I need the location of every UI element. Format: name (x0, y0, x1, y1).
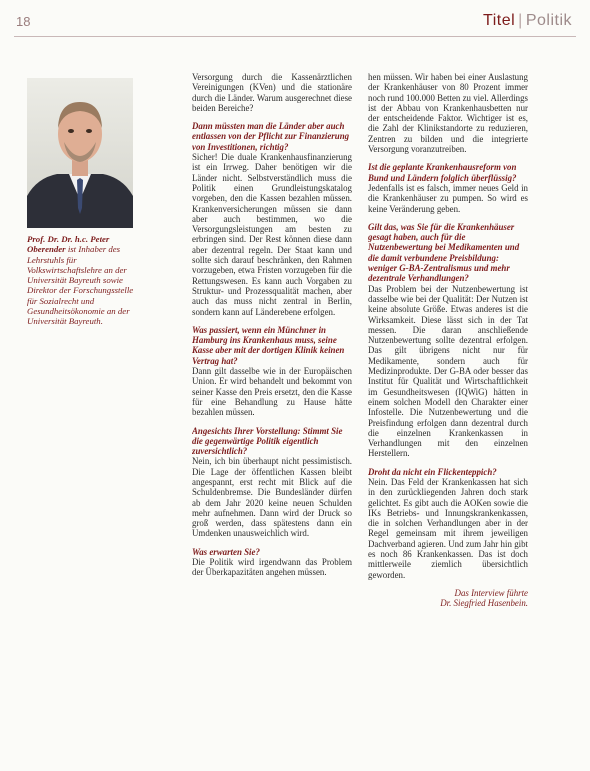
section-title: Titel (483, 12, 516, 29)
interview-question: Was erwarten Sie? (192, 546, 260, 557)
interview-signoff (368, 588, 528, 609)
page-number: 18 (16, 14, 31, 29)
article-paragraph: Jedenfalls ist es falsch, immer neues Geld in die Krankenhäuser zu pumpen. So wird es keine Veränderung geben. (368, 182, 528, 214)
article-paragraph: Die Politik wird irgendwann das Problem der Überkapazitäten angehen müssen. (192, 557, 352, 578)
portrait-photo (27, 78, 133, 228)
article-paragraph: Versorgung durch die Kassenärztlichen Vereinigungen (KVen) und die stationäre durch die Länder. Warum ausgerechnet diese beiden Bereiche? (192, 72, 352, 113)
signoff-line-1: Das Interview führte (454, 587, 528, 598)
section-header (483, 12, 572, 30)
article-paragraph: Sicher! Die duale Krankenhausfinanzierung ist ein Irrweg. Daher benötigen wir die Länder nicht. Selbstverständlich muss die Politik einen Grundleistungskatalog vorgeben, den die Kassen bezahlen müssen. Krankenversicherungen müssen sie dann aber auch bestimmen, wo die Versorgungsleistungen am besten zu erbringen sind. Der Rest können diese dann aber dezentral regeln. Der Staat kann und sollte sich darauf beschränken, den Rahmen vorzugeben, etwa Fristen vorzugeben für die Rettungswesen. Es kann auch Vorgaben zu Struktur- und Prozessqualität machen, aber auch das muss nicht zentral in Berlin, sondern kann auf Länderebene erfolgen. (192, 152, 352, 317)
interview-question: Angesichts Ihrer Vorstellung: Stimmt Sie die gegenwärtige Politik eigentlich zuversichtlich? (192, 425, 343, 457)
article-paragraph: Das Problem bei der Nutzenbewertung ist dasselbe wie bei der Qualität: Der Nutzen ist keine absolute Größe. Etwas anderes ist die Wirksamkeit. Diese lässt sich in der Tat messen. Die daran anschließende Nutzenbewertung sollte dezentral erfolgen. Das gilt übrigens nicht nur für Medikamente, sondern auch für Medizinprodukte. Der G-BA oder besser das Institut für Qualität und Wirtschaftlichkeit im Gesundheitswesen (IQWiG) hätten in einem solchen Modell den Charakter einer Infostelle. Die Nutzenbewertung und die Preisfindung erfolgen dann dezentral durch die einzelnen Krankenkassen in Verhandlungen mit den einzelnen Herstellern. (368, 283, 528, 459)
interview-question: Dann müssten man die Länder aber auch entlassen von der Pflicht zur Finanzierung von Investitionen, richtig? (192, 121, 350, 152)
article-column-2 (368, 72, 528, 762)
section-subtitle: Politik (525, 12, 572, 29)
article-column-2-body (368, 72, 528, 580)
section-separator: | (518, 12, 523, 29)
photo-caption (27, 234, 135, 327)
interview-question: Gilt das, was Sie für die Krankenhäuser gesagt haben, auch für die Nutzenbewertung bei Medikamenten und die damit verbundene Preisbildung: weniger G-BA-Zentralismus und mehr dezentrale Verhandlungen? (368, 221, 520, 284)
article-paragraph: Dann gilt dasselbe wie in der Europäischen Union. Er wird behandelt und bekommt von seiner Kasse den Preis ersetzt, den die Kasse für eine Behandlung zu Hause hätte bezahlen müssen. (192, 366, 352, 418)
caption-name: Prof. Dr. Dr. h.c. Peter Oberender (27, 234, 110, 255)
interview-question: Ist die geplante Krankenhausreform von Bund und Ländern folglich überflüssig? (368, 162, 517, 183)
article-paragraph: Nein. Das Feld der Krankenkassen hat sich in den zurückliegenden Jahren doch stark gelichtet. Es gibt auch die AOKen sowie die IKs Betriebs- und Innungskrankenkassen, die in solchen Verhandlungen aber in der Regel gemeinsam mit ihrem jeweiligen Dachverband agieren. Und zum Jahr hin gibt es noch 86 Krankenkassen. Das ist doch mittlerweile ziemlich übersichtlich geworden. (368, 476, 528, 580)
header-rule (14, 36, 576, 37)
interview-question: Was passiert, wenn ein Münchner in Hamburg ins Krankenhaus muss, seine Kasse aber mit der dortigen Klinik keinen Vertrag hat? (192, 324, 345, 366)
interview-question: Droht da nicht ein Flickenteppich? (368, 466, 497, 477)
portrait-illustration (27, 78, 133, 228)
article-column-1 (192, 72, 352, 762)
article-paragraph: Nein, ich bin überhaupt nicht pessimistisch. Die Lage der öffentlichen Kassen bleibt angespannt, erst recht mit Blick auf die Schuldenbremse. Die Bundesländer dürfen ab dem Jahr 2020 keine neuen Schulden mehr aufnehmen. Dann wird der Druck so groß werden, dass spätestens dann ein Umdenken unausweichlich wird. (192, 456, 352, 539)
article-paragraph: hen müssen. Wir haben bei einer Auslastung der Krankenhäuser von 80 Prozent immer noch rund 100.000 Betten zu viel. Allerdings ist der Abbau von Krankenhausbetten nur der entscheidende Faktor. Wichtiger ist es, die Zahl der Klinikstandorte zu reduzieren, Zentren zu bilden und die integrierte Versorgung voranzutreiben. (368, 72, 528, 155)
caption-text: ist Inhaber des Lehrstuhls für Volkswirtschaftslehre an der Universität Bayreuth sowie Direktor der Forschungsstelle für Sozialrecht und Gesundheitsökonomie an der Universität Bayreuth. (27, 244, 134, 327)
signoff-line-2: Dr. Siegfried Hasenbein. (440, 598, 528, 609)
